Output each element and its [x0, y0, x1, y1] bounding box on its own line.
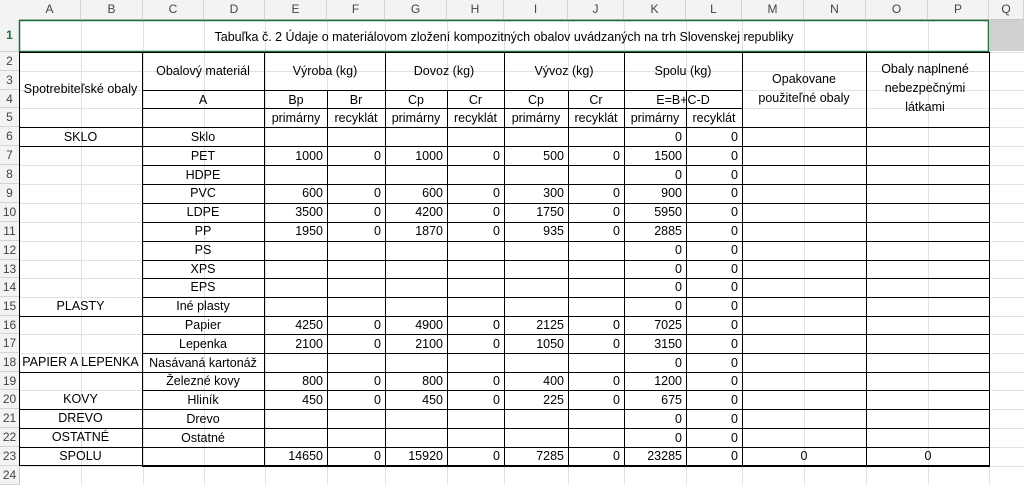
value-cell-vr[interactable] — [327, 410, 381, 428]
value-cell-xr[interactable] — [568, 354, 620, 372]
value-cell-sr[interactable]: 0 — [731, 262, 738, 276]
value-cell-dr[interactable] — [447, 241, 500, 259]
header-formula: E=B+C-D — [656, 93, 710, 107]
value-cell-db[interactable]: 450 — [422, 393, 443, 407]
value-cell-vr[interactable] — [327, 260, 381, 278]
value-cell-dr[interactable]: 0 — [493, 205, 500, 219]
value-cell-xr[interactable] — [568, 166, 620, 184]
value-cell-vr[interactable] — [327, 241, 381, 259]
value-cell-sr[interactable]: 0 — [731, 299, 738, 313]
value-cell-xr[interactable]: 0 — [613, 205, 620, 219]
value-cell-xb[interactable]: 1050 — [536, 337, 564, 351]
value-cell-sb[interactable]: 2885 — [654, 224, 682, 238]
total-nebezpecne[interactable]: 0 — [924, 449, 932, 463]
value-cell-dr[interactable] — [447, 297, 500, 315]
material-cell[interactable]: Papier — [184, 318, 222, 332]
value-cell-vr[interactable] — [327, 128, 381, 146]
value-cell-dr[interactable] — [447, 128, 500, 146]
value-cell-vr[interactable] — [327, 278, 381, 296]
column-header-e[interactable]: E — [265, 0, 327, 19]
value-cell-sr[interactable]: 0 — [731, 243, 738, 257]
value-cell-xb[interactable]: 400 — [543, 374, 564, 388]
value-cell-sr[interactable]: 0 — [731, 130, 738, 144]
value-cell-dr[interactable]: 0 — [493, 393, 500, 407]
material-cell[interactable]: PP — [194, 224, 212, 238]
row-header-5[interactable]: 5 — [0, 108, 19, 127]
value-cell-vb[interactable] — [265, 166, 323, 184]
value-cell-xr[interactable]: 0 — [613, 393, 620, 407]
header-col-a: A — [198, 93, 208, 107]
value-cell-sb[interactable]: 675 — [661, 393, 682, 407]
row-header-16[interactable]: 16 — [0, 316, 19, 334]
value-cell-dr[interactable]: 0 — [493, 337, 500, 351]
material-cell[interactable]: HDPE — [185, 168, 221, 182]
value-cell-dr[interactable]: 0 — [493, 374, 500, 388]
header-primarny-vyroba: primárny — [271, 111, 321, 125]
value-cell-xr[interactable] — [568, 278, 620, 296]
header-vyvoz: Vývoz (kg) — [534, 64, 594, 78]
value-cell-sr[interactable]: 0 — [731, 356, 738, 370]
column-header-k[interactable]: K — [624, 0, 686, 19]
row-header-7[interactable]: 7 — [0, 146, 19, 165]
total-vyroba-recyklat[interactable]: 0 — [374, 449, 381, 463]
column-header-i[interactable]: I — [504, 0, 568, 19]
value-cell-sb[interactable]: 1500 — [654, 149, 682, 163]
material-cell[interactable]: Hliník — [187, 393, 219, 407]
value-cell-xr[interactable] — [568, 128, 620, 146]
row-header-4[interactable]: 4 — [0, 90, 19, 108]
value-cell-xr[interactable] — [568, 410, 620, 428]
value-cell-xr[interactable] — [568, 260, 620, 278]
header-primarny-spolu: primárny — [630, 111, 680, 125]
value-cell-xb[interactable]: 300 — [543, 186, 564, 200]
header-cr: Cr — [468, 93, 483, 107]
column-header-j[interactable]: J — [568, 0, 624, 19]
value-cell-db[interactable]: 4900 — [415, 318, 443, 332]
column-header-o[interactable]: O — [866, 0, 928, 19]
value-cell-vr[interactable]: 0 — [374, 149, 381, 163]
value-cell-dr[interactable]: 0 — [493, 186, 500, 200]
value-cell-dr[interactable]: 0 — [493, 224, 500, 238]
row-header-1[interactable]: 1 — [0, 19, 19, 52]
header-recyklat-dovoz: recyklát — [453, 111, 498, 125]
value-cell-vr[interactable] — [327, 429, 381, 447]
table-title: Tabuľka č. 2 Údaje o materiálovom zložení kompozitných obalov uvádzaných na trh Slovenskej republiky — [214, 30, 794, 44]
row-header-18[interactable]: 18 — [0, 353, 19, 372]
value-cell-xb[interactable] — [504, 278, 564, 296]
value-cell-db[interactable]: 4200 — [415, 205, 443, 219]
value-cell-sr[interactable]: 0 — [731, 205, 738, 219]
value-cell-sr[interactable]: 0 — [731, 280, 738, 294]
row-header-8[interactable]: 8 — [0, 165, 19, 184]
column-header-c[interactable]: C — [143, 0, 204, 19]
header-br: Br — [349, 93, 363, 107]
selected-cell-q1[interactable] — [989, 20, 1024, 51]
value-cell-dr[interactable] — [447, 260, 500, 278]
value-cell-db[interactable]: 1000 — [415, 149, 443, 163]
total-vyvoz-primarny[interactable]: 7285 — [536, 449, 564, 463]
value-cell-sb[interactable]: 900 — [661, 186, 682, 200]
column-header-g[interactable]: G — [385, 0, 447, 19]
value-cell-sb[interactable]: 5950 — [654, 205, 682, 219]
column-header-a[interactable]: A — [19, 0, 81, 19]
value-cell-xr[interactable]: 0 — [613, 224, 620, 238]
material-cell[interactable]: LDPE — [186, 205, 220, 219]
value-cell-sb[interactable]: 0 — [675, 280, 682, 294]
value-cell-xb[interactable] — [504, 354, 564, 372]
value-cell-db[interactable] — [385, 278, 443, 296]
value-cell-vr[interactable]: 0 — [374, 374, 381, 388]
value-cell-db[interactable] — [385, 166, 443, 184]
group-papier: PAPIER A LEPENKA — [22, 355, 139, 369]
header-spotrebitelske: Spotrebiteľské obaly — [23, 82, 138, 96]
value-cell-sr[interactable]: 0 — [731, 412, 738, 426]
column-header-b[interactable]: B — [81, 0, 143, 19]
value-cell-xb[interactable] — [504, 241, 564, 259]
value-cell-xr[interactable]: 0 — [613, 318, 620, 332]
value-cell-vb[interactable] — [265, 241, 323, 259]
value-cell-sb[interactable]: 0 — [675, 356, 682, 370]
value-cell-db[interactable] — [385, 429, 443, 447]
value-cell-dr[interactable] — [447, 166, 500, 184]
value-cell-sr[interactable]: 0 — [731, 337, 738, 351]
header-recyklat-spolu: recyklát — [692, 111, 736, 125]
value-cell-dr[interactable] — [447, 429, 500, 447]
value-cell-vr[interactable]: 0 — [374, 205, 381, 219]
material-cell[interactable]: Drevo — [186, 412, 220, 426]
column-header-d[interactable]: D — [204, 0, 265, 19]
value-cell-sr[interactable]: 0 — [731, 168, 738, 182]
value-cell-vb[interactable] — [265, 297, 323, 315]
total-spolu-primarny[interactable]: 23285 — [647, 449, 682, 463]
group-ostatne: OSTATNÉ — [51, 430, 110, 444]
value-cell-db[interactable] — [385, 128, 443, 146]
value-cell-vb[interactable]: 3500 — [295, 205, 323, 219]
value-cell-xb[interactable]: 935 — [543, 224, 564, 238]
value-cell-sb[interactable]: 0 — [675, 412, 682, 426]
value-cell-vr[interactable]: 0 — [374, 318, 381, 332]
total-opakovane[interactable]: 0 — [800, 449, 808, 463]
header-bp: Bp — [288, 93, 304, 107]
row-header-22[interactable]: 22 — [0, 428, 19, 447]
value-cell-dr[interactable]: 0 — [493, 149, 500, 163]
value-cell-xb[interactable] — [504, 429, 564, 447]
header-primarny-vyvoz: primárny — [511, 111, 561, 125]
value-cell-sb[interactable]: 0 — [675, 299, 682, 313]
header-recyklat-vyroba: recyklát — [334, 111, 378, 125]
value-cell-db[interactable]: 1870 — [415, 224, 443, 238]
row-header-14[interactable]: 14 — [0, 278, 19, 297]
row-header-11[interactable]: 11 — [0, 222, 19, 241]
value-cell-vr[interactable] — [327, 297, 381, 315]
value-cell-sr[interactable]: 0 — [731, 431, 738, 445]
value-cell-vb[interactable] — [265, 429, 323, 447]
material-cell[interactable]: PET — [190, 149, 216, 163]
value-cell-sr[interactable]: 0 — [731, 149, 738, 163]
row-header-24[interactable]: 24 — [0, 466, 19, 485]
header-nebezpecne: Obaly naplnené nebezpečnými látkami — [881, 62, 969, 114]
value-cell-xr[interactable]: 0 — [613, 149, 620, 163]
value-cell-dr[interactable] — [447, 354, 500, 372]
value-cell-db[interactable] — [385, 297, 443, 315]
group-kovy: KOVY — [63, 392, 98, 406]
material-cell[interactable]: PVC — [190, 186, 216, 200]
row-header-3[interactable]: 3 — [0, 71, 19, 90]
value-cell-sb[interactable]: 7025 — [654, 318, 682, 332]
header-opakovane: Opakovane použiteľné obaly — [758, 72, 850, 105]
material-cell[interactable]: Iné plasty — [176, 299, 230, 313]
column-header-l[interactable]: L — [686, 0, 742, 19]
value-cell-vb[interactable]: 600 — [302, 186, 323, 200]
value-cell-sb[interactable]: 0 — [675, 431, 682, 445]
value-cell-xr[interactable] — [568, 241, 620, 259]
value-cell-dr[interactable] — [447, 410, 500, 428]
value-cell-db[interactable]: 600 — [422, 186, 443, 200]
value-cell-dr[interactable]: 0 — [493, 318, 500, 332]
column-header-f[interactable]: F — [327, 0, 385, 19]
row-header-6[interactable]: 6 — [0, 127, 19, 146]
column-header-n[interactable]: N — [804, 0, 866, 19]
value-cell-xb[interactable] — [504, 410, 564, 428]
material-cell[interactable]: Ostatné — [181, 431, 225, 445]
column-header-p[interactable]: P — [928, 0, 989, 19]
total-dovoz-primarny[interactable]: 15920 — [408, 449, 443, 463]
value-cell-xb[interactable]: 1750 — [536, 205, 564, 219]
value-cell-db[interactable] — [385, 241, 443, 259]
column-header-h[interactable]: H — [447, 0, 504, 19]
material-cell[interactable]: XPS — [190, 262, 216, 276]
row-header-20[interactable]: 20 — [0, 390, 19, 409]
row-header-17[interactable]: 17 — [0, 334, 19, 353]
value-cell-vr[interactable] — [327, 354, 381, 372]
header-dovoz: Dovoz (kg) — [413, 64, 475, 78]
value-cell-xr[interactable]: 0 — [613, 337, 620, 351]
material-cell[interactable]: Lepenka — [179, 337, 227, 351]
value-cell-sr[interactable]: 0 — [731, 374, 738, 388]
row-header-2[interactable]: 2 — [0, 52, 19, 71]
value-cell-sr[interactable]: 0 — [731, 318, 738, 332]
header-cp-2: Cp — [528, 93, 544, 107]
value-cell-sb[interactable]: 1200 — [654, 374, 682, 388]
value-cell-db[interactable]: 800 — [422, 374, 443, 388]
value-cell-xb[interactable] — [504, 260, 564, 278]
value-cell-db[interactable] — [385, 260, 443, 278]
column-header-q[interactable]: Q — [989, 0, 1024, 19]
value-cell-xr[interactable]: 0 — [613, 374, 620, 388]
group-spolu: SPOLU — [59, 449, 102, 463]
row-header-12[interactable]: 12 — [0, 241, 19, 260]
total-spolu-recyklat[interactable]: 0 — [731, 449, 738, 463]
value-cell-sb[interactable]: 0 — [675, 130, 682, 144]
value-cell-vb[interactable]: 1000 — [295, 149, 323, 163]
value-cell-vr[interactable]: 0 — [374, 337, 381, 351]
value-cell-vr[interactable]: 0 — [374, 393, 381, 407]
value-cell-sb[interactable]: 0 — [675, 243, 682, 257]
material-cell[interactable]: EPS — [190, 280, 216, 294]
value-cell-db[interactable]: 2100 — [415, 337, 443, 351]
value-cell-vb[interactable] — [265, 128, 323, 146]
column-header-m[interactable]: M — [742, 0, 804, 19]
value-cell-db[interactable] — [385, 410, 443, 428]
value-cell-vb[interactable] — [265, 278, 323, 296]
material-cell[interactable]: Nasávaná kartonáž — [149, 356, 257, 370]
value-cell-sr[interactable]: 0 — [731, 186, 738, 200]
value-cell-vb[interactable] — [265, 354, 323, 372]
value-cell-sb[interactable]: 0 — [675, 262, 682, 276]
value-cell-sb[interactable]: 3150 — [654, 337, 682, 351]
value-cell-vb[interactable]: 450 — [302, 393, 323, 407]
header-cp: Cp — [408, 93, 424, 107]
value-cell-vr[interactable]: 0 — [374, 224, 381, 238]
row-header-10[interactable]: 10 — [0, 203, 19, 222]
value-cell-vb[interactable]: 2100 — [295, 337, 323, 351]
row-header-23[interactable]: 23 — [0, 447, 19, 466]
material-cell[interactable]: PS — [194, 243, 212, 257]
value-cell-vb[interactable]: 800 — [302, 374, 323, 388]
value-cell-xb[interactable] — [504, 128, 564, 146]
row-header-19[interactable]: 19 — [0, 372, 19, 390]
value-cell-xb[interactable]: 225 — [543, 393, 564, 407]
value-cell-xb[interactable] — [504, 297, 564, 315]
value-cell-xb[interactable]: 500 — [543, 149, 564, 163]
value-cell-db[interactable] — [385, 354, 443, 372]
value-cell-xb[interactable]: 2125 — [536, 318, 564, 332]
value-cell-sr[interactable]: 0 — [731, 393, 738, 407]
value-cell-dr[interactable] — [447, 278, 500, 296]
group-drevo: DREVO — [58, 411, 103, 425]
total-vyvoz-recyklat[interactable]: 0 — [613, 449, 620, 463]
value-cell-xr[interactable] — [568, 297, 620, 315]
header-spolu: Spolu (kg) — [654, 64, 712, 78]
value-cell-vb[interactable] — [265, 410, 323, 428]
header-cr-2: Cr — [589, 93, 603, 107]
value-cell-vr[interactable]: 0 — [374, 186, 381, 200]
row-header-15[interactable]: 15 — [0, 297, 19, 316]
value-cell-xb[interactable] — [504, 166, 564, 184]
value-cell-vr[interactable] — [327, 166, 381, 184]
header-recyklat-vyvoz: recyklát — [574, 111, 618, 125]
value-cell-vb[interactable]: 4250 — [295, 318, 323, 332]
total-dovoz-recyklat[interactable]: 0 — [493, 449, 500, 463]
material-cell[interactable]: Sklo — [190, 130, 216, 144]
value-cell-vb[interactable] — [265, 260, 323, 278]
value-cell-xr[interactable] — [568, 429, 620, 447]
row-header-21[interactable]: 21 — [0, 409, 19, 428]
row-header-13[interactable]: 13 — [0, 260, 19, 278]
material-cell[interactable]: Železné kovy — [166, 374, 240, 388]
row-header-9[interactable]: 9 — [0, 184, 19, 203]
group-plasty: PLASTY — [56, 299, 105, 313]
total-vyroba-primarny[interactable]: 14650 — [288, 449, 323, 463]
value-cell-xr[interactable]: 0 — [613, 186, 620, 200]
value-cell-vb[interactable]: 1950 — [295, 224, 323, 238]
value-cell-sr[interactable]: 0 — [731, 224, 738, 238]
header-primarny-dovoz: primárny — [391, 111, 441, 125]
header-obalovy-material: Obalový materiál — [156, 64, 250, 78]
value-cell-sb[interactable]: 0 — [675, 168, 682, 182]
group-sklo: SKLO — [63, 130, 98, 144]
header-vyroba: Výroba (kg) — [292, 64, 358, 78]
